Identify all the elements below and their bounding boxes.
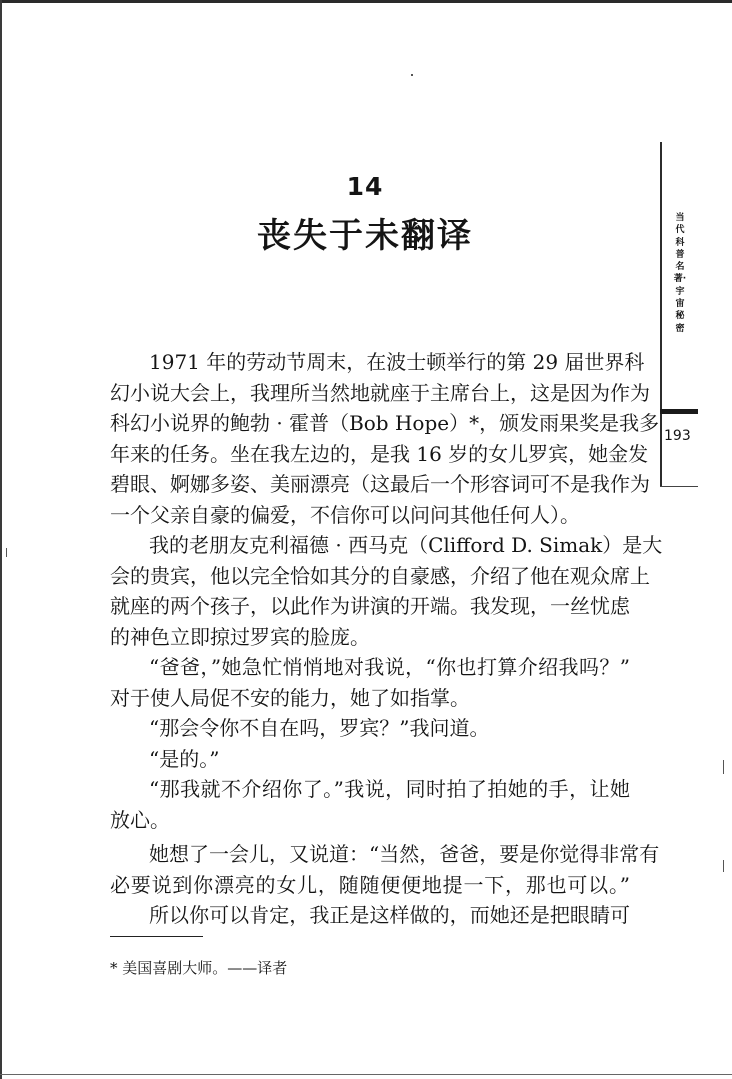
scan-speck bbox=[6, 548, 7, 557]
text-line: 年来的任务。坐在我左边的，是我 16 岁的女儿罗宾，她金发 bbox=[110, 441, 649, 466]
text-line: 科幻小说界的鲍勃 · 霍普（Bob Hope）*，颁发雨果奖是我多 bbox=[110, 411, 660, 435]
sidebar-bottom-rule bbox=[660, 486, 698, 487]
text-line: 我的老朋友克利福德 · 西马克（Clifford D. Simak）是大 bbox=[149, 533, 663, 557]
text-line: 碧眼、婀娜多姿、美丽漂亮（这最后一个形容词可不是我作为 bbox=[110, 472, 650, 496]
text-line: 幻小说大会上，我理所当然地就座于主席台上，这是因为作为 bbox=[110, 380, 650, 405]
text-line: 她想了一会儿，又说道：“当然，爸爸，要是你觉得非常有 bbox=[149, 842, 660, 866]
footnote-rule bbox=[110, 936, 203, 937]
text-line: 1971 年的劳动节周末，在波士顿举行的第 29 届世界科 bbox=[149, 350, 645, 374]
footnote: * 美国喜剧大师。——译者 bbox=[110, 959, 288, 977]
text-line: “那会令你不自在吗，罗宾？”我问道。 bbox=[149, 716, 490, 740]
page-border-left bbox=[0, 0, 2, 1079]
chapter-number: 14 bbox=[346, 172, 384, 201]
scan-speck bbox=[723, 860, 724, 872]
body-text bbox=[110, 347, 663, 931]
text-line: “那我就不介绍你了。”我说，同时拍了拍她的手，让她 bbox=[149, 777, 630, 801]
chapter-title: 丧失于未翻译 bbox=[257, 216, 473, 256]
page-border-bottom bbox=[0, 1074, 732, 1075]
text-line: 一个父亲自豪的偏爱，不信你可以问问其他任何人）。 bbox=[110, 502, 580, 527]
scan-speck bbox=[411, 74, 413, 76]
sidebar-rule bbox=[660, 142, 662, 487]
page-border-top bbox=[0, 0, 732, 3]
text-line: “爸爸，”她急忙悄悄地对我说，“你也打算介绍我吗？” bbox=[149, 655, 630, 679]
series-title: 当代科普名著·宇宙秘密 bbox=[673, 213, 687, 334]
text-line: 就座的两个孩子，以此作为讲演的开端。我发现，一丝忧虑 bbox=[110, 594, 630, 618]
text-line: 必要说到你漂亮的女儿，随随便便地提一下，那也可以。” bbox=[110, 872, 630, 897]
text-line: 对于使人局促不安的能力，她了如指掌。 bbox=[110, 685, 470, 710]
text-line: “是的。” bbox=[149, 746, 220, 771]
text-line: 放心。 bbox=[110, 807, 170, 832]
sidebar-bar bbox=[660, 409, 698, 414]
text-line: 的神色立即掠过罗宾的脸庞。 bbox=[110, 624, 370, 649]
scan-speck bbox=[723, 760, 724, 774]
page-number: 193 bbox=[664, 428, 691, 444]
text-line: 会的贵宾，他以完全恰如其分的自豪感，介绍了他在观众席上 bbox=[110, 563, 650, 588]
text-line: 所以你可以肯定，我正是这样做的，而她还是把眼睛可 bbox=[149, 903, 630, 927]
